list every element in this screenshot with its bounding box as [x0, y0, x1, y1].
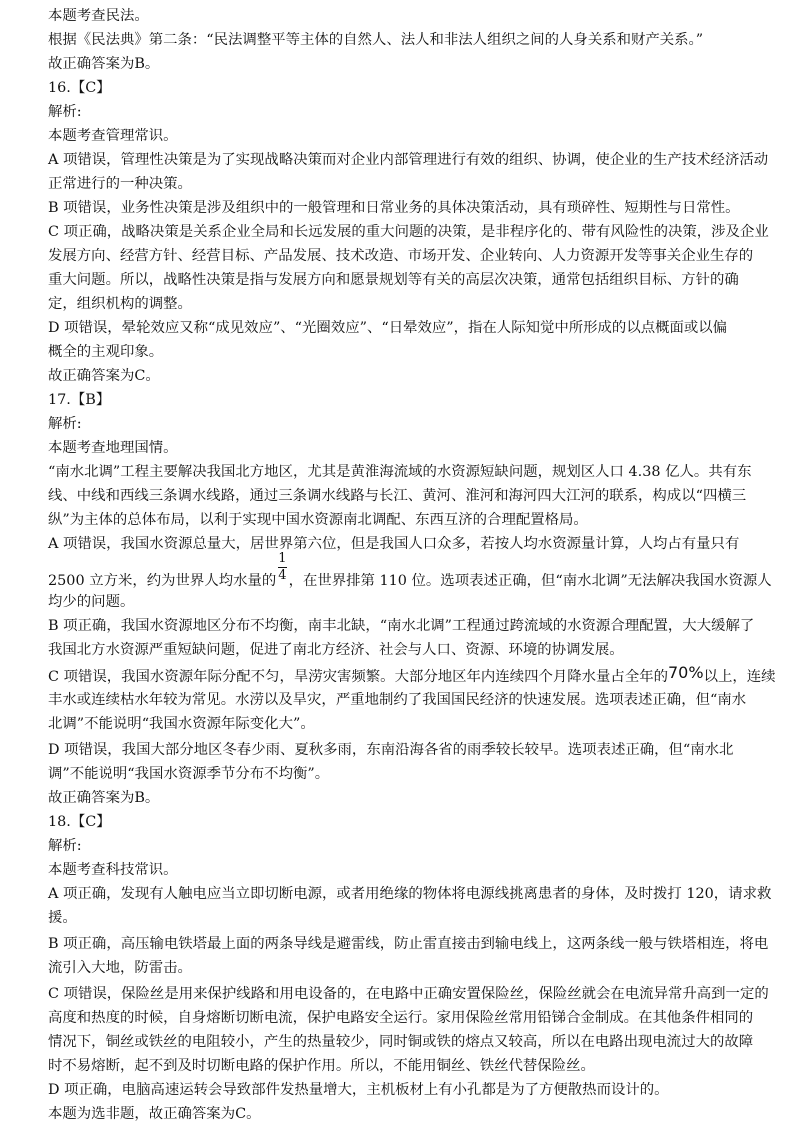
text-line: 北调”不能说明“我国水资源年际变化大”。 — [48, 716, 315, 732]
text-line: 故正确答案为C。 — [48, 368, 160, 384]
text-line: B 项正确，高压输电铁塔最上面的两条导线是避雷线，防止雷直接击到输电线上，这两条线一般与铁塔相连，将电 — [48, 936, 769, 952]
fraction-denominator: 4 — [278, 568, 287, 583]
text-line: 故正确答案为B。 — [48, 790, 160, 806]
text-line: 我国北方水资源严重短缺问题，促进了南北方经济、社会与人口、资源、环境的协调发展。 — [48, 642, 624, 658]
text-line: 高度和热度的时候，自身熔断切断电流，保护电路安全运行。家用保险丝常用铅锑合金制成。在其他条件相同的 — [48, 1010, 754, 1026]
text-line: 重大问题。所以，战略性决策是指与发展方向和愿景规划等有关的高层次决策，通常包括组织目标、方针的确 — [48, 272, 739, 288]
text-line: B 项正确，我国水资源地区分布不均衡，南丰北缺，“南水北调”工程通过跨流域的水资源合理配置，大大缓解了 — [48, 618, 755, 634]
text-line: 定，组织机构的调整。 — [48, 296, 192, 312]
text-line: 调”不能说明“我国水资源季节分布不均衡”。 — [48, 766, 330, 782]
text-line-with-fraction — [48, 551, 772, 589]
text-line: D 项正确，电脑高速运转会导致部件发热量增大，主机板材上有小孔都是为了方便散热而设计的。 — [48, 1082, 669, 1098]
percent-line-before: C 项错误，我国水资源年际分配不匀，旱涝灾害频繁。大部分地区年内连续四个月降水量占全年的 — [48, 669, 668, 685]
text-line: B 项错误，业务性决策是涉及组织中的一般管理和日常业务的具体决策活动，具有琐碎性、短期性与日常性。 — [48, 200, 740, 216]
text-line: 发展方向、经营方针、经营目标、产品发展、技术改造、市场开发、企业转向、人力资源开发等事关企业生存的 — [48, 248, 754, 264]
fraction-numerator: 1 — [278, 551, 287, 566]
text-line: A 项错误，管理性决策是为了实现战略决策而对企业内部管理进行有效的组织、协调，使企业的生产技术经济活动 — [48, 152, 769, 168]
text-line: “南水北调”工程主要解决我国北方地区，尤其是黄淮海流域的水资源短缺问题，规划区人口 4.38 亿人。共有东 — [48, 464, 752, 480]
text-line: 本题考查地理国情。 — [48, 440, 178, 456]
question-number: 16.【C】 — [48, 80, 111, 96]
question-number: 17.【B】 — [48, 392, 111, 408]
text-line: 援。 — [48, 910, 77, 926]
question-number: 18.【C】 — [48, 814, 111, 830]
fraction-line-before: 2500 立方米，约为世界人均水量的 — [48, 573, 277, 589]
text-line: 丰水或连续枯水年较为常见。水涝以及旱灾，严重地制约了我国国民经济的快速发展。选项表述正确，但“南水 — [48, 692, 747, 708]
text-line: 解析: — [48, 416, 82, 432]
text-line: A 项错误，我国水资源总量大，居世界第六位，但是我国人口众多，若按人均水资源量计算，人均占有量只有 — [48, 536, 740, 552]
percent-line-after: 以上，连续 — [703, 669, 776, 685]
text-line: 根据《民法典》第二条：“民法调整平等主体的自然人、法人和非法人组织之间的人身关系和财产关系。” — [48, 32, 704, 48]
text-line: 纵”为主体的总体布局，以利于实现中国水资源南北调配、东西互济的合理配置格局。 — [48, 512, 588, 528]
text-line: 线、中线和西线三条调水线路，通过三条调水线路与长江、黄河、淮河和海河四大江河的联系，构成以“四横三 — [48, 488, 747, 504]
text-line: 情况下，铜丝或铁丝的电阻较小，产生的热量较少，同时铜或铁的熔点又较高，所以在电路出现电流过大的故障 — [48, 1034, 754, 1050]
text-line: C 项错误，保险丝是用来保护线路和用电设备的，在电路中正确安置保险丝，保险丝就会在电流异常升高到一定的 — [48, 986, 769, 1002]
text-line: D 项错误，晕轮效应又称“成见效应”、“光圈效应”、“日晕效应”，指在人际知觉中所形成的以点概面或以偏 — [48, 320, 728, 336]
text-line: A 项正确，发现有人触电应当立即切断电源，或者用绝缘的物体将电源线挑离患者的身体，及时拨打 120，请求救 — [48, 886, 772, 902]
text-line: 概全的主观印象。 — [48, 344, 164, 360]
text-line: 正常进行的一种决策。 — [48, 176, 192, 192]
text-line: 均少的问题。 — [48, 594, 135, 610]
text-line: 解析: — [48, 104, 82, 120]
text-line: 本题考查科技常识。 — [48, 862, 178, 878]
one-quarter-fraction — [278, 552, 286, 582]
fraction-line-after: ，在世界排第 110 位。选项表述正确，但“南水北调”无法解决我国水资源人 — [288, 573, 772, 589]
text-line: 解析: — [48, 838, 82, 854]
text-line: 本题为选非题，故正确答案为C。 — [48, 1106, 261, 1122]
text-line: 时不易熔断，起不到及时切断电路的保护作用。所以，不能用铜丝、铁丝代替保险丝。 — [48, 1058, 595, 1074]
text-line-with-percent — [48, 663, 776, 686]
text-line: C 项正确，战略决策是关系企业全局和长远发展的重大问题的决策，是非程序化的、带有风险性的决策，涉及企业 — [48, 224, 769, 240]
percent-value: 70% — [668, 663, 704, 682]
text-line: 本题考查民法。 — [48, 8, 149, 24]
text-line: D 项错误，我国大部分地区冬春少雨、夏秋多雨，东南沿海各省的雨季较长较早。选项表述正确，但“南水北 — [48, 742, 734, 758]
text-line: 流引入大地，防雷击。 — [48, 960, 192, 976]
text-line: 故正确答案为B。 — [48, 56, 160, 72]
text-line: 本题考查管理常识。 — [48, 128, 178, 144]
